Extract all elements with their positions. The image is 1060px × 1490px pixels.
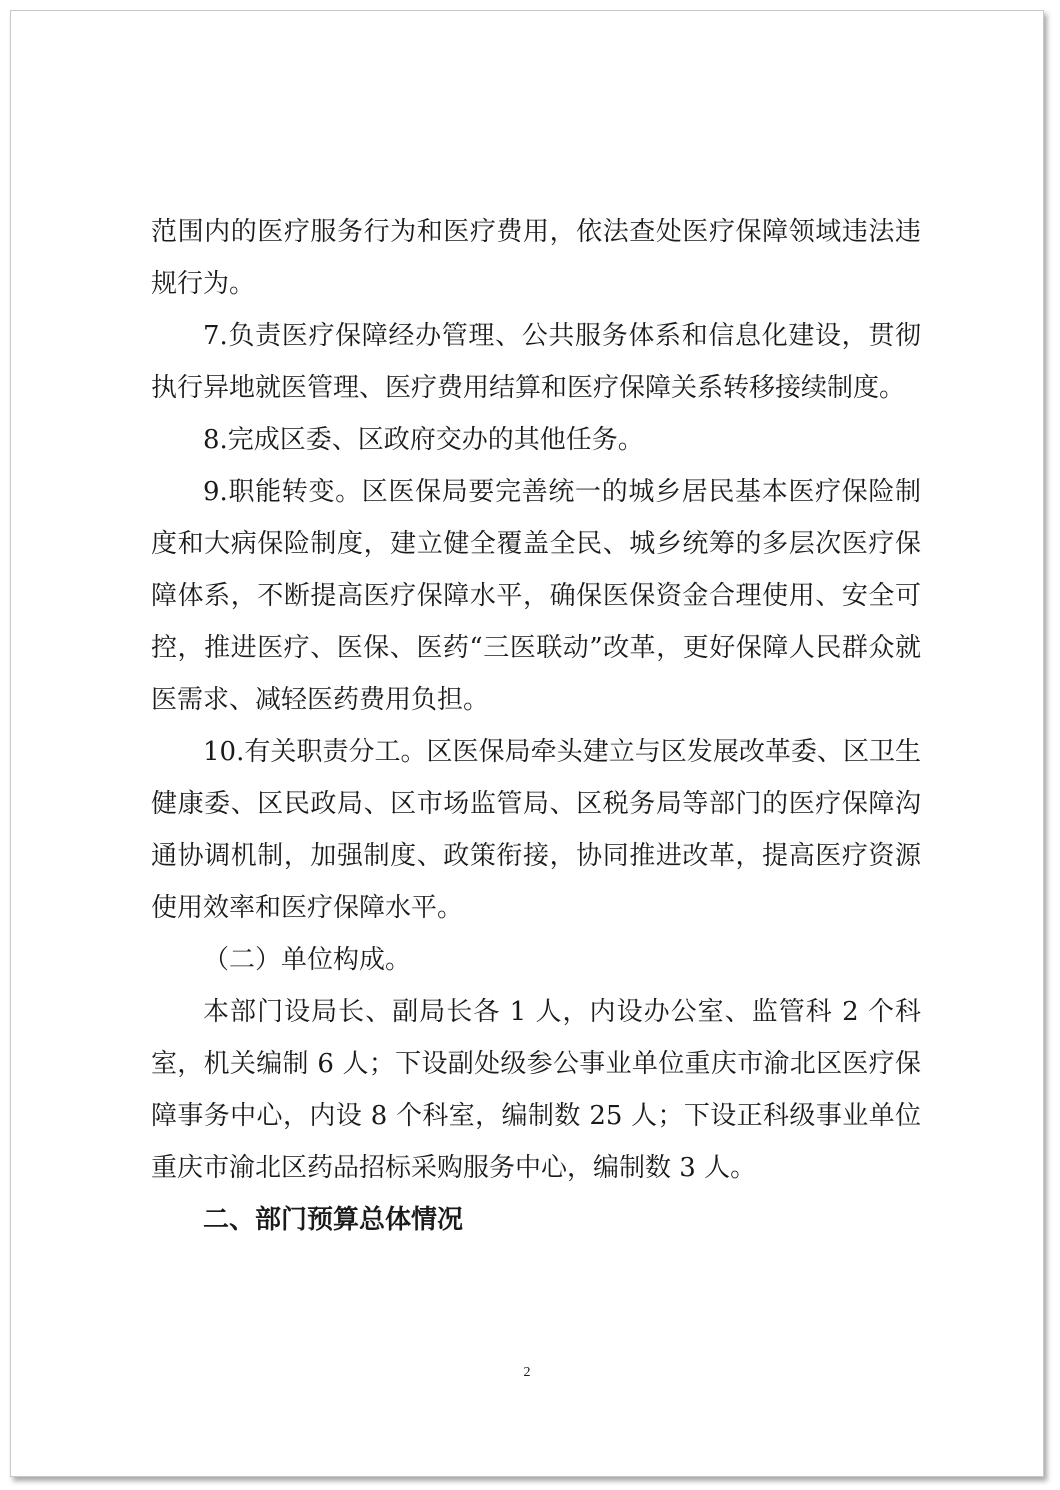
document-body: [151, 206, 921, 1246]
paragraph-item-10: 10.有关职责分工。区医保局牵头建立与区发展改革委、区卫生健康委、区民政局、区市场监管局、区税务局等部门的医疗保障沟通协调机制，加强制度、政策衔接，协同推进改革，提高医疗资源使用效率和医疗保障水平。: [151, 737, 921, 923]
paragraph-item-9: 9.职能转变。区医保局要完善统一的城乡居民基本医疗保险制度和大病保险制度，建立健全覆盖全民、城乡统筹的多层次医疗保障体系，不断提高医疗保障水平，确保医保资金合理使用、安全可控，推进医疗、医保、医药“三医联动”改革，更好保障人民群众就医需求、减轻医药费用负担。: [151, 477, 921, 715]
document-page: [10, 10, 1044, 1477]
paragraph-item-8: 8.完成区委、区政府交办的其他任务。: [203, 425, 644, 455]
paragraph-unit-composition: 本部门设局长、副局长各 1 人，内设办公室、监管科 2 个科室，机关编制 6 人；下设副处级参公事业单位重庆市渝北区医疗保障事务中心，内设 8 个科室，编制数 25 人；下设正科级事业单位重庆市渝北区药品招标采购服务中心，编制数 3 人。: [151, 997, 921, 1183]
page-number: 2: [523, 1365, 531, 1380]
section-heading: 二、部门预算总体情况: [203, 1205, 464, 1235]
subsection-heading-unit-composition: （二）单位构成。: [203, 945, 412, 975]
paragraph-1: 范围内的医疗服务行为和医疗费用，依法查处医疗保障领域违法违规行为。: [151, 217, 921, 299]
paragraph-item-7: 7.负责医疗保障经办管理、公共服务体系和信息化建设，贯彻执行异地就医管理、医疗费用结算和医疗保障关系转移接续制度。: [151, 321, 921, 403]
